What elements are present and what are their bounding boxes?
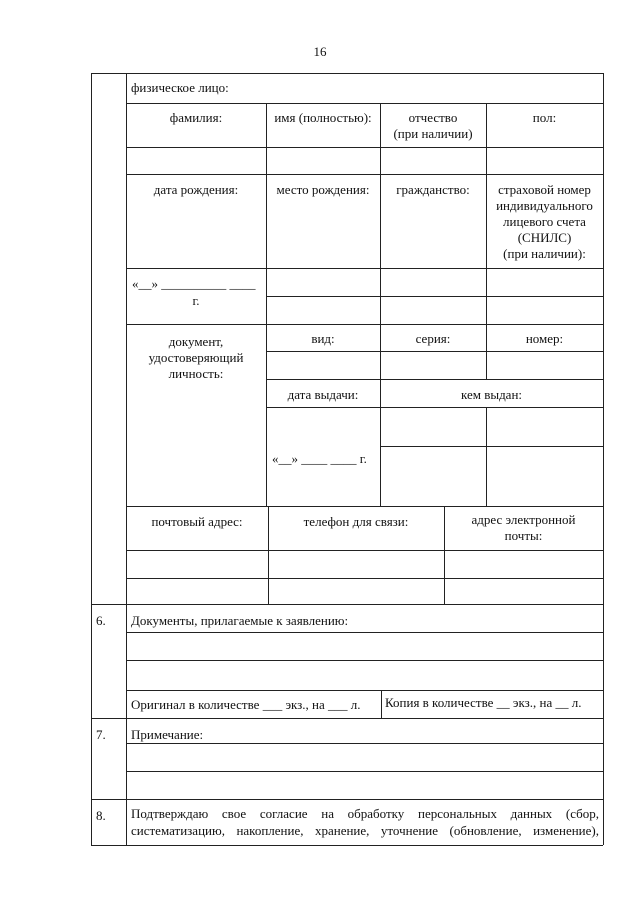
issue-date-placeholder: «__» ____ ____ г. xyxy=(272,451,367,466)
postal-address-label: почтовый адрес: xyxy=(151,514,243,529)
surname-label: фамилия: xyxy=(169,110,223,125)
section-8-line-2: систематизацию, накопление, хранение, уточнение (обновление, изменение), xyxy=(131,823,599,838)
patronymic-label: отчество (при наличии) xyxy=(393,110,473,141)
doc-type-label: вид: xyxy=(311,331,335,346)
id-document-label: документ, удостоверяющий личность: xyxy=(148,334,244,381)
citizenship-label: гражданство: xyxy=(396,182,470,197)
doc-series-label: серия: xyxy=(415,331,451,346)
birth-date-placeholder: «__» __________ ____ xyxy=(132,276,256,291)
birth-date-year-suffix: г. xyxy=(192,293,200,308)
page-number: 16 xyxy=(313,44,327,59)
section-6-title: Документы, прилагаемые к заявлению: xyxy=(131,613,349,628)
issue-date-label: дата выдачи: xyxy=(287,387,359,402)
section-7-number: 7. xyxy=(96,727,106,742)
copy-count-text: Копия в количестве __ экз., на __ л. xyxy=(385,695,582,710)
section-8-number: 8. xyxy=(96,808,106,823)
issued-by-label: кем выдан: xyxy=(460,387,523,402)
person-section-label: физическое лицо: xyxy=(131,80,229,95)
doc-number-label: номер: xyxy=(525,331,564,346)
name-label: имя (полностью): xyxy=(274,110,372,125)
section-8-line-1: Подтверждаю свое согласие на обработку персональных данных (сбор, xyxy=(131,806,599,821)
birth-date-label: дата рождения: xyxy=(153,182,239,197)
original-count-text: Оригинал в количестве ___ экз., на ___ л. xyxy=(131,697,361,712)
section-7-title: Примечание: xyxy=(131,727,204,742)
snils-label: страховой номер индивидуального лицевого счета (СНИЛС) (при наличии): xyxy=(496,182,593,261)
phone-label: телефон для связи: xyxy=(303,514,409,529)
birth-place-label: место рождения: xyxy=(276,182,370,197)
section-6-number: 6. xyxy=(96,613,106,628)
gender-label: пол: xyxy=(532,110,557,125)
email-label: адрес электронной почты: xyxy=(471,512,576,543)
